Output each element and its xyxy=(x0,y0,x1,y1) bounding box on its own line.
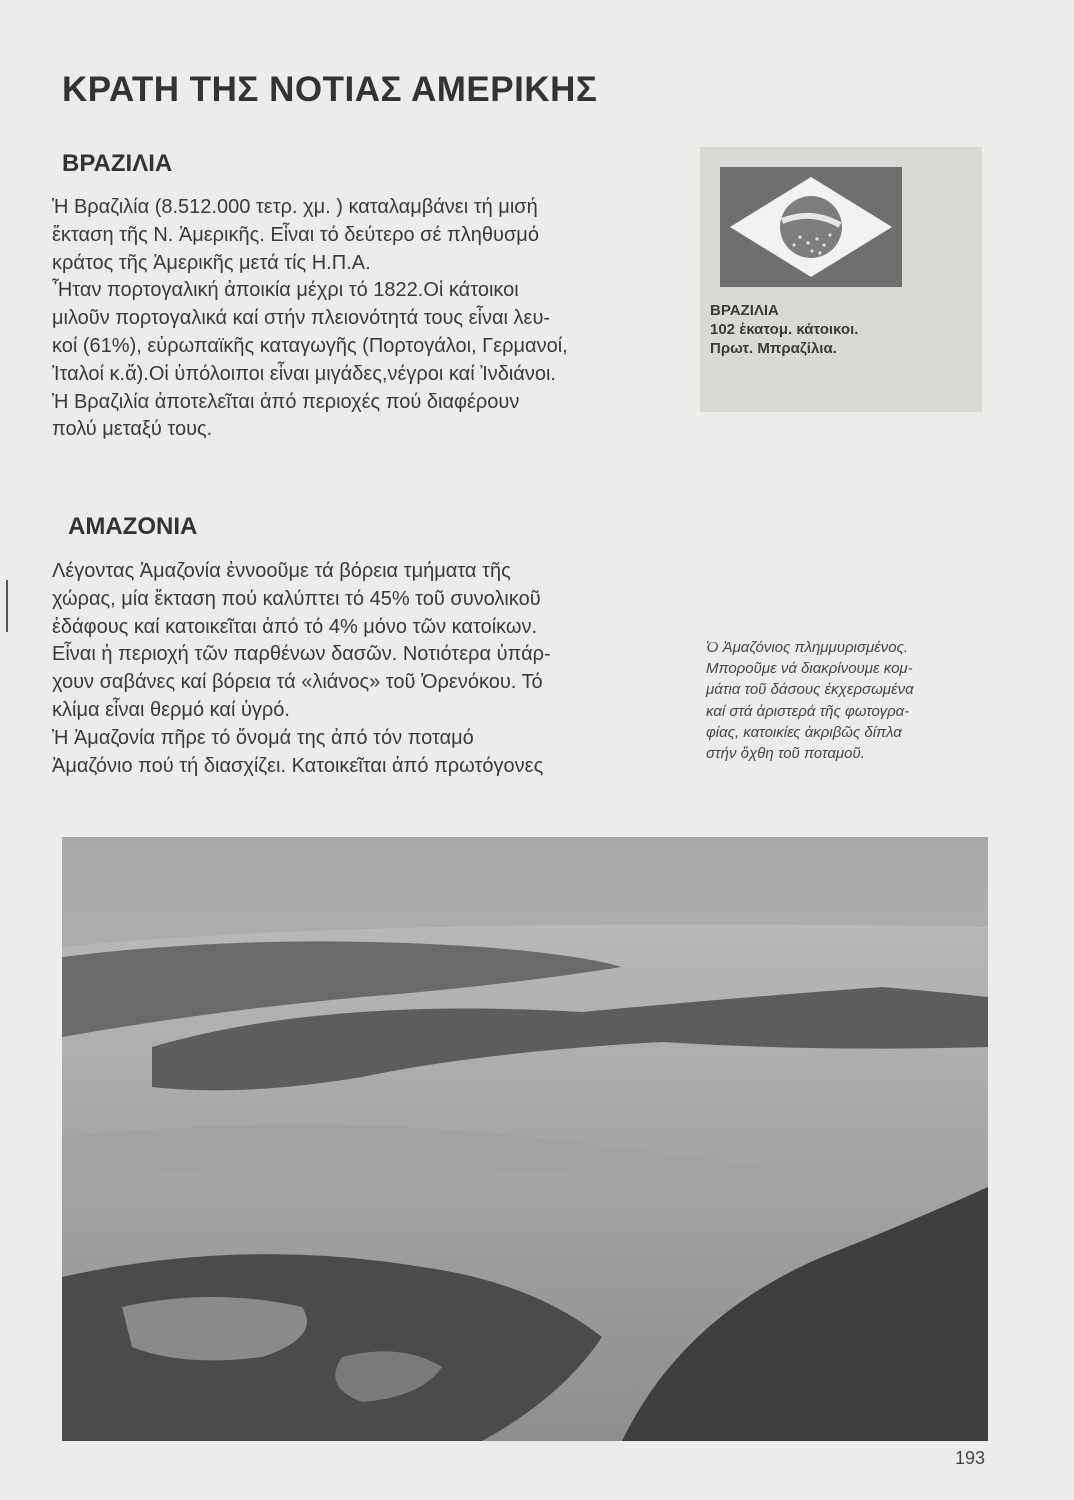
text-line: πολύ μεταξύ τους. xyxy=(52,418,213,441)
aerial-river-image xyxy=(62,837,988,1441)
page-title: ΚΡΑΤΗ ΤΗΣ ΝΟΤΙΑΣ ΑΜΕΡΙΚΗΣ xyxy=(62,70,598,109)
text-line: κοί (61%), εὐρωπαϊκῆς καταγωγῆς (Πορτογάλοι, Γερμανοί, xyxy=(52,334,568,357)
page-number: 193 xyxy=(955,1448,986,1468)
photo-caption-line: στήν ὄχθη τοῦ ποταμοῦ. xyxy=(706,745,865,763)
photo-caption-line: Μποροῦμε νά διακρίνουμε κομ- xyxy=(706,660,913,678)
text-line: χουν σαβάνες καί βόρεια τά «λιάνος» τοῦ Ὀρενόκου. Τό xyxy=(52,671,543,694)
text-line: Ἰταλοί κ.ἄ).Οἱ ὑπόλοιποι εἶναι μιγάδες,νέγροι καί Ἰνδιάνοι. xyxy=(52,362,556,385)
photo-caption-line: Ὁ Ἀμαζόνιος πλημμυρισμένος. xyxy=(706,639,909,656)
text-line: Λέγοντας Ἀμαζονία ἐννοοῦμε τά βόρεια τμήματα τῆς xyxy=(52,560,511,582)
flag-caption xyxy=(710,301,858,358)
text-line: ἐδάφους καί κατοικεῖται ἀπό τό 4% μόνο τῶν κατοίκων. xyxy=(52,615,538,638)
margin-mark xyxy=(6,580,8,632)
brazil-heading: ΒΡΑΖΙΛΙΑ xyxy=(62,150,173,177)
photo-caption xyxy=(706,637,986,764)
text-line: ἔκταση τῆς Ν. Ἀμερικῆς. Εἶναι τό δεύτερο σέ πληθυσμό xyxy=(52,223,539,246)
amazon-heading: ΑΜΑΖΟΝΙΑ xyxy=(68,513,198,540)
text-line: κράτος τῆς Ἀμερικῆς μετά τίς Η.Π.Α. xyxy=(52,251,371,274)
text-line: Ἡ Βραζιλία (8.512.000 τετρ. χμ. ) καταλαμβάνει τή μισή xyxy=(52,196,538,218)
flag-caption-line: 102 ἑκατομ. κάτοικοι. xyxy=(710,321,859,338)
flag-caption-line: Πρωτ. Μπραζίλια. xyxy=(710,340,837,357)
text-line: Ἡ Βραζιλία ἀποτελεῖται ἀπό περιοχές πού διαφέρουν xyxy=(52,390,520,413)
text-line: κλίμα εἶναι θερμό καί ὑγρό. xyxy=(52,698,290,721)
text-line: Ἦταν πορτογαλική ἀποικία μέχρι τό 1822.Οἱ κάτοικοι xyxy=(52,279,519,302)
brazil-paragraph xyxy=(52,194,692,444)
text-line: Ἡ Ἀμαζονία πῆρε τό ὄνομά της ἀπό τόν ποταμό xyxy=(52,726,474,749)
flag-globe xyxy=(780,196,842,258)
text-line: χώρας, μία ἔκταση πού καλύπτει τό 45% τοῦ συνολικοῦ xyxy=(52,587,541,610)
text-line: μιλοῦν πορτογαλικά καί στήν πλειονότητά τους εἶναι λευ- xyxy=(52,307,551,330)
text-line: Εἶναι ἡ περιοχή τῶν παρθένων δασῶν. Νοτιότερα ὑπάρ- xyxy=(52,643,551,666)
photo-caption-line: μάτια τοῦ δάσους ἐκχερσωμένα xyxy=(706,681,914,699)
amazon-paragraph xyxy=(52,558,672,780)
brazil-flag-icon xyxy=(720,167,902,287)
flag-caption-line: ΒΡΑΖΙΛΙΑ xyxy=(710,302,779,319)
text-line: Ἀμαζόνιο πού τή διασχίζει. Κατοικεῖται ἀπό πρωτόγονες xyxy=(52,754,544,777)
photo-caption-line: καί στά ἀριστερά τῆς φωτογρα- xyxy=(706,702,910,720)
amazon-river-photo xyxy=(62,837,988,1441)
photo-caption-line: φίας, κατοικίες ἀκριβῶς δίπλα xyxy=(706,723,902,741)
flag-infobox xyxy=(700,147,982,412)
